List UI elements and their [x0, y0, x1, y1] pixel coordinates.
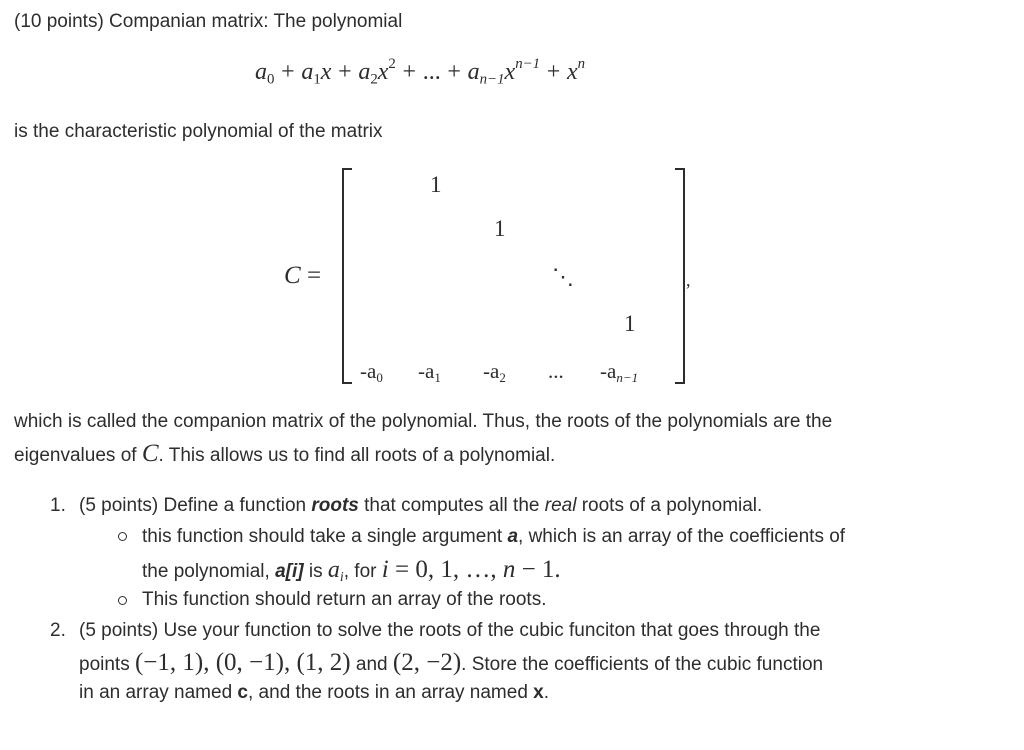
problem-header	[14, 11, 402, 33]
left-bracket	[343, 169, 352, 383]
function-name-roots: roots	[311, 495, 359, 516]
paragraph-line-1: which is called the companion matrix of the polynomial. Thus, the roots of the polynomials are the	[14, 411, 833, 432]
sub-bullet-1	[118, 532, 127, 541]
matrix-last-row-dots: ...	[548, 359, 564, 383]
item-2-number: 2.	[50, 620, 66, 641]
problem-title: Companian matrix: The polynomial	[103, 11, 403, 32]
item-1-sub-2: This function should return an array of the roots.	[142, 589, 547, 610]
matrix-entry-1-2: 1	[430, 172, 442, 197]
item-2-line-3: in an array named c, and the roots in an array named x.	[79, 682, 550, 703]
item-1-number: 1.	[50, 495, 66, 516]
matrix-last-row-a2: $-a_2$	[483, 359, 506, 385]
matrix-last-row-a1: $-a_1$	[418, 359, 441, 385]
matrix-entry-2-3: 1	[494, 216, 506, 241]
matrix-last-row-an1: $-a_{n-1}$	[600, 359, 639, 385]
sub-bullet-2	[118, 596, 127, 605]
item-1-sub-1-line-2: the polynomial, a[i] is $a_i$, for i = 0, 1, …, n − 1.	[142, 556, 561, 586]
matrix-diagonal-dots: ⋱	[552, 264, 574, 289]
matrix-entry-last-one: 1	[624, 311, 636, 336]
item-1-sub-1-line-1: this function should take a single argument a, which is an array of the coefficients of	[142, 526, 846, 547]
item-1-text: (5 points) Define a function roots that computes all the real roots of a polynomial.	[79, 495, 763, 516]
points-label: (10 points)	[14, 11, 104, 32]
matrix-label: C =	[284, 262, 322, 289]
item-2-line-1: (5 points) Use your function to solve the roots of the cubic funciton that goes through the	[79, 620, 821, 641]
matrix-last-row-a0: $-a_0$	[360, 359, 383, 385]
right-bracket	[675, 169, 684, 383]
item-2-line-2: points (−1, 1), (0, −1), (1, 2) and (2, −2). Store the coefficients of the cubic function	[79, 649, 824, 676]
polynomial-equation: $a_0 + a_1x + a_2x^2$ + ... + $a_{n-1}x^{n-1} + x^n$	[255, 55, 586, 88]
matrix-trailing-comma: ,	[686, 270, 691, 290]
intro-text: is the characteristic polynomial of the matrix	[14, 121, 383, 142]
paragraph-line-2: eigenvalues of C. This allows us to find all roots of a polynomial.	[14, 440, 556, 467]
